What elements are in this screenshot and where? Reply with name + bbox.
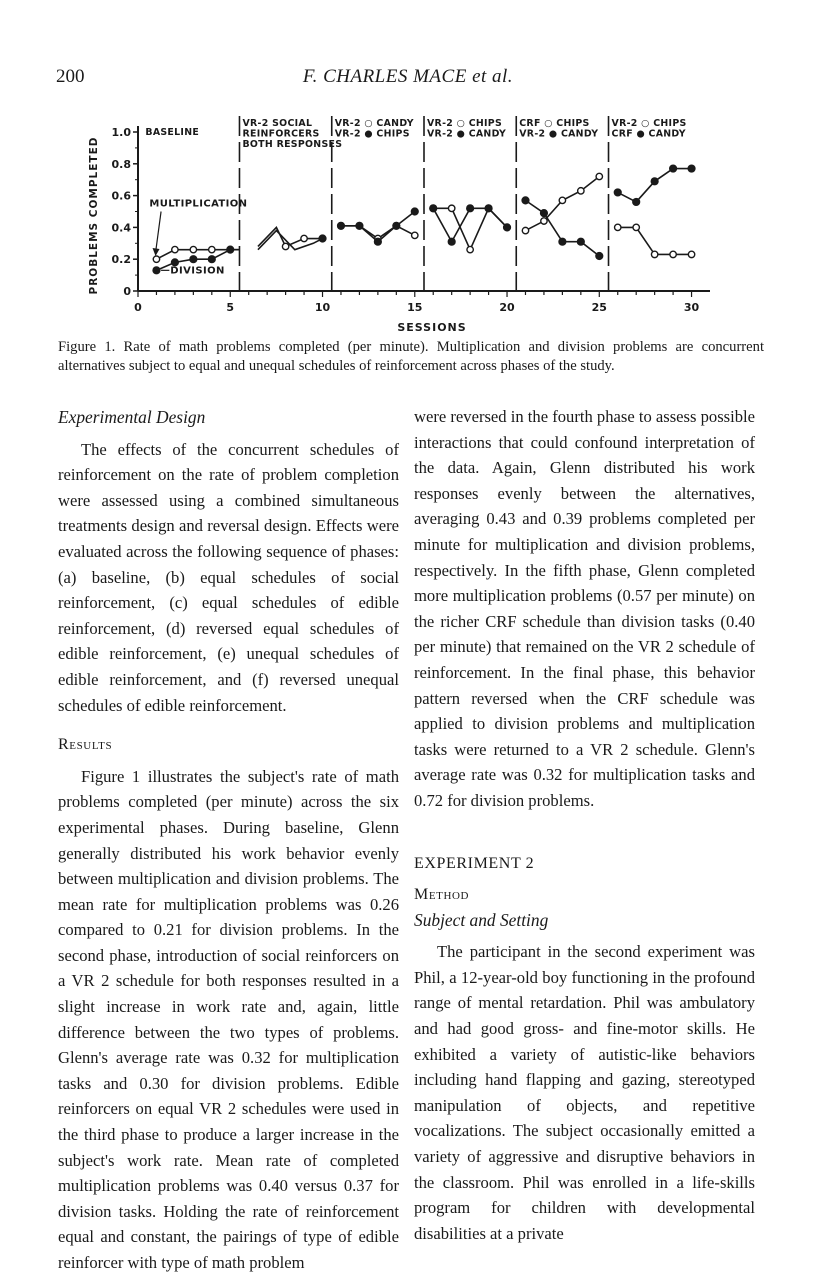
results-continued-paragraph: were reversed in the fourth phase to assess possible interactions that could confound interpretation of the data. Again, Glenn distributed his work responses evenly between the alternatives, averaging 0.43 and 0.39 problems completed per minute for multiplication and division problems, respectively. In the fifth phase, Glenn completed more multiplication problems (0.57 per minute) on the richer CRF schedule than division tasks (0.40 per minute) that remained on the VR 2 schedule of reinforcement. In the final phase, this behavior pattern reversed when the CRF schedule was applied to division problems and multiplication tasks were returned to a VR 2 schedule. Glenn's average rate was 0.32 for multiplication tasks and 0.72 for division problems. (414, 407, 755, 810)
multiplication-data-point (615, 224, 621, 230)
division-data-point (688, 165, 695, 172)
multiplication-data-point (172, 246, 178, 252)
phase-label: VR-2 ● CANDY (519, 128, 599, 140)
division-data-point (670, 165, 677, 172)
experimental-design-paragraph: The effects of the concurrent schedules of reinforcement on the rate of problem completion were assessed using a combined simultaneous treatments design and reversal design. Effects were evaluated across the following sequence of phases: (a) baseline, (b) equal schedules of social reinforcement, (c) equal schedules of edible reinforcement, (d) reversed equal schedules of edible reinforcement, (e) unequal schedules of edible reinforcement, and (f) reversed unequal schedules of edible reinforcement. (58, 439, 399, 715)
multiplication-data-point (633, 224, 639, 230)
phase-label: VR-2 ○ CHIPS (611, 118, 687, 129)
multiplication-data-point (153, 256, 159, 262)
division-data-point (504, 224, 511, 231)
division-data-point (448, 238, 455, 245)
multiplication-data-point (651, 251, 657, 257)
phase-label: CRF ● CANDY (611, 128, 686, 140)
y-tick-label: 0.6 (111, 189, 131, 203)
phase-label: REINFORCERS (242, 128, 320, 140)
running-head: F. CHARLES MACE et al. (302, 66, 514, 87)
y-tick-label: 1.0 (111, 126, 131, 139)
division-data-point (319, 235, 326, 242)
experimental-design-heading: Experimental Design (58, 407, 206, 427)
division-data-point (467, 205, 474, 212)
division-data-point (227, 246, 234, 253)
division-data-point (577, 238, 584, 245)
division-series-line (258, 231, 323, 250)
division-data-point (411, 208, 418, 215)
labels-layer (88, 118, 687, 332)
left-column (58, 405, 399, 1276)
multiplication-arrowhead (153, 248, 160, 256)
x-tick-label: 30 (683, 301, 700, 314)
multiplication-data-point (578, 188, 584, 194)
division-data-point (153, 267, 160, 274)
division-data-point (522, 197, 529, 204)
phase-label: VR-2 ○ CANDY (334, 118, 414, 129)
division-data-point (596, 253, 603, 260)
figure-1-line-chart (80, 110, 740, 332)
x-tick-label: 20 (499, 301, 515, 314)
multiplication-data-point (190, 246, 196, 252)
y-axis-label: PROBLEMS COMPLETED (88, 136, 100, 295)
division-data-point (633, 199, 640, 206)
phase-label: VR-2 ● CANDY (427, 128, 507, 140)
experiment-2-heading: EXPERIMENT 2 (414, 854, 535, 872)
division-data-point (651, 178, 658, 185)
results-heading: Results (58, 736, 113, 754)
division-series-line (433, 208, 507, 241)
phase-label: VR-2 SOCIAL (242, 118, 313, 129)
page-number: 200 (56, 66, 85, 87)
division-data-point (374, 238, 381, 245)
multiplication-data-point (670, 251, 676, 257)
axes-layer (112, 126, 711, 314)
multiplication-data-point (522, 227, 528, 233)
subject-setting-paragraph: The participant in the second experiment was Phil, a 12-year-old boy functioning in the profound range of mental retardation. Phil was ambulatory and had good gross- and fine-motor skills. He exhibited a variety of autistic-like behaviors including hand flapping and gazing, stereotyped manipulation of objects, and repetitive vocalizations. The subject occasionally emitted a variety of aggressive and disruptive behaviors in the classroom. Phil was enrolled in a life-skills program for children with developmental disabilities at a private (414, 942, 755, 1243)
division-data-point (208, 256, 215, 263)
division-annotation: DIVISION (170, 265, 225, 277)
division-data-point (393, 222, 400, 229)
subject-setting-heading: Subject and Setting (414, 909, 549, 930)
multiplication-data-point (282, 243, 288, 249)
division-data-point (559, 238, 566, 245)
multiplication-data-point (541, 218, 547, 224)
y-tick-label: 0.2 (111, 253, 131, 267)
x-tick-label: 5 (226, 301, 235, 314)
phase-label: CRF ○ CHIPS (519, 118, 590, 129)
multiplication-data-point (467, 246, 473, 252)
results-paragraph: Figure 1 illustrates the subject's rate of math problems completed (per minute) across the six experimental phases. During baseline, Glenn generally distributed his work behavior evenly between multiplication and division problems. The mean rate for multiplication problems was 0.26 compared to 0.21 for division problems. In the second phase, introduction of social reinforcers on a VR 2 schedule for both responses resulted in a slight increase in work rate and, again, little difference between the two types of problems. Glenn's average rate was 0.32 for multiplication tasks and 0.30 for division problems. Edible reinforcers on equal VR 2 schedules were used in the third phase to produce a larger increase in the subject's work rate. Mean rate of completed multiplication problems was 0.40 versus 0.37 for division tasks. Holding the rate of reinforcement equal and constant, the pairings of type of edible reinforcer with type of math problem (58, 766, 399, 1272)
y-tick-label: 0.4 (111, 221, 131, 235)
division-data-point (338, 222, 345, 229)
x-tick-label: 25 (591, 301, 607, 314)
division-series-line (525, 200, 599, 256)
figure-caption: Figure 1. Rate of math problems completed (per minute). Multiplication and division problems are concurrent alternatives subject to equal and unequal schedules of reinforcement across phases of the study. (58, 339, 764, 374)
multiplication-series-line (618, 227, 692, 254)
phase-label: BOTH RESPONSES (242, 139, 343, 150)
y-tick-label: 0 (123, 285, 131, 298)
x-axis-label: SESSIONS (397, 321, 467, 332)
multiplication-data-point (559, 197, 565, 203)
phase-label: BASELINE (145, 127, 200, 138)
multiplication-data-point (688, 251, 694, 257)
division-data-point (356, 222, 363, 229)
division-data-point (430, 205, 437, 212)
y-tick-label: 0.8 (111, 157, 131, 171)
x-tick-label: 0 (134, 301, 142, 314)
division-data-point (614, 189, 621, 196)
x-tick-label: 15 (407, 301, 423, 314)
division-data-point (485, 205, 492, 212)
division-data-point (541, 210, 548, 217)
multiplication-data-point (596, 173, 602, 179)
phase-label: VR-2 ○ CHIPS (427, 118, 503, 129)
multiplication-data-point (301, 235, 307, 241)
multiplication-data-point (209, 246, 215, 252)
multiplication-data-point (412, 232, 418, 238)
right-column (414, 404, 755, 1246)
multiplication-arrow (156, 212, 162, 253)
x-tick-label: 10 (314, 301, 331, 314)
multiplication-data-point (448, 205, 454, 211)
method-heading: Method (414, 886, 470, 904)
division-data-point (190, 256, 197, 263)
multiplication-annotation: MULTIPLICATION (149, 198, 248, 210)
phase-label: VR-2 ● CHIPS (334, 128, 410, 140)
